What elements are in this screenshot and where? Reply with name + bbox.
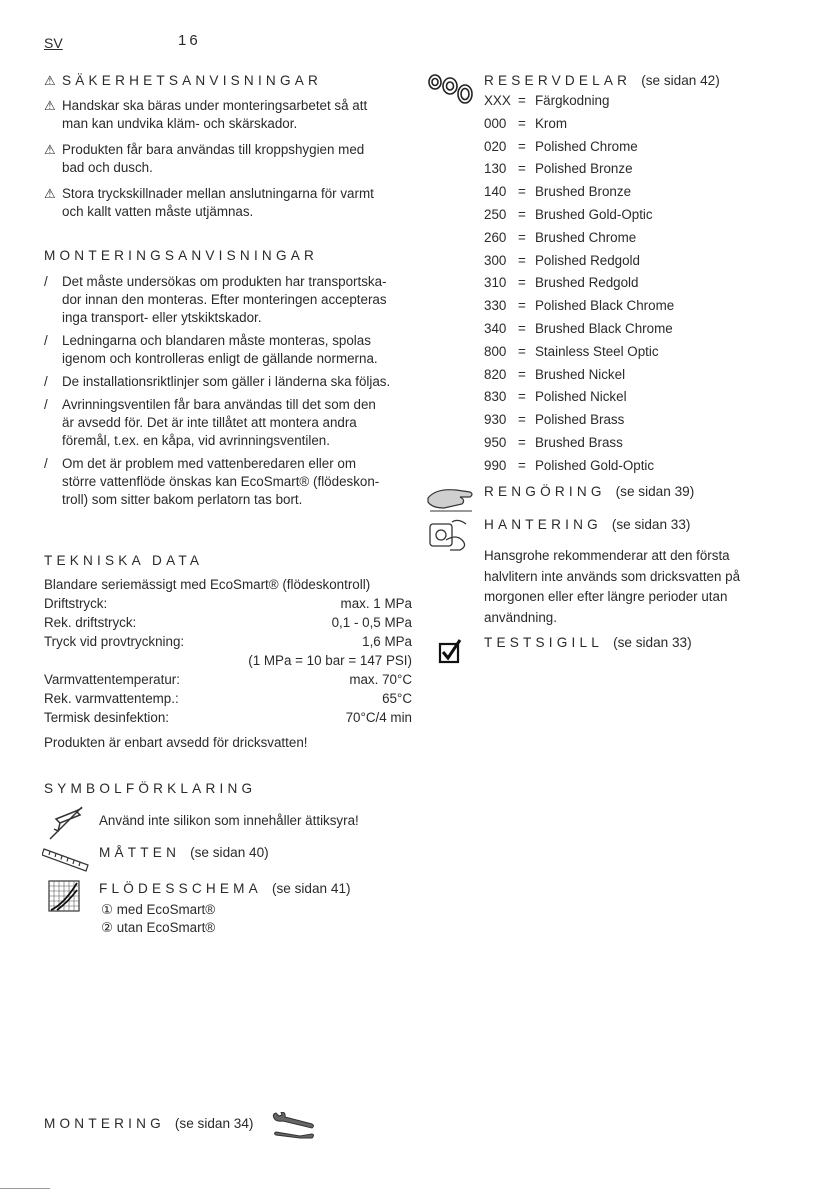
safety-item: ⚠ Stora tryckskillnader mellan anslutningarna för varmt och kallt vatten måste utjämnas.	[44, 186, 374, 219]
language-code: SV	[44, 35, 63, 51]
list-item: 000 = Krom	[484, 115, 567, 131]
table-row: Driftstryck: max. 1 MPa	[44, 596, 412, 611]
list-item: 130 = Polished Bronze	[484, 161, 633, 177]
table-row: (1 MPa = 10 bar = 147 PSI)	[248, 653, 412, 668]
dimensions-heading: MÅTTEN (se sidan 40)	[99, 845, 269, 860]
checkbox-checked-icon	[438, 638, 464, 666]
list-item: 310 = Brushed Redgold	[484, 275, 639, 291]
spares-heading: RESERVDELAR (se sidan 42)	[484, 73, 720, 88]
cleaning-hand-icon	[426, 484, 476, 514]
safety-item: ⚠ Handskar ska bäras under monteringsarbetet så att man kan undvika kläm- och skärskador.	[44, 98, 368, 131]
handling-heading: HANTERING (se sidan 33)	[484, 517, 691, 532]
spare-parts-icon	[426, 72, 476, 108]
list-item: 250 = Brushed Gold-Optic	[484, 206, 653, 222]
spares-list	[484, 92, 674, 480]
page-number: 16	[178, 32, 201, 49]
cleaning-heading: RENGÖRING (se sidan 39)	[484, 484, 695, 499]
list-item: 260 = Brushed Chrome	[484, 229, 637, 245]
handling-hand-icon	[426, 516, 474, 552]
testseal-heading: TESTSIGILL (se sidan 33)	[484, 635, 692, 650]
safety-item: ⚠ Produkten får bara användas till kroppshygien med bad och dusch.	[44, 142, 365, 175]
mounting-heading: MONTERINGSANVISNINGAR	[44, 248, 318, 263]
list-item: 800 = Stainless Steel Optic	[484, 343, 659, 359]
list-item: 950 = Brushed Brass	[484, 434, 623, 450]
flow-item-2: ② utan EcoSmart®	[101, 920, 216, 935]
table-row: Termisk desinfektion: 70°C/4 min	[44, 710, 412, 725]
warning-icon: ⚠	[44, 73, 60, 88]
mounting-list	[44, 273, 424, 514]
tech-table	[44, 576, 412, 752]
list-item: 020 = Polished Chrome	[484, 138, 638, 154]
list-item: 990 = Polished Gold-Optic	[484, 457, 655, 473]
tech-heading: TEKNISKA DATA	[44, 553, 204, 568]
flow-item-1: ① med EcoSmart®	[101, 902, 216, 917]
table-row: Varmvattentemperatur: max. 70°C	[44, 672, 412, 687]
symbols-heading: SYMBOLFÖRKLARING	[44, 781, 257, 796]
silicone-gun-crossed-icon	[46, 805, 86, 841]
warning-icon: ⚠	[44, 186, 56, 201]
list-item: 340 = Brushed Black Chrome	[484, 320, 673, 336]
list-item: 140 = Brushed Bronze	[484, 184, 632, 200]
tech-intro: Blandare seriemässigt med EcoSmart® (flödeskontroll)	[44, 577, 371, 592]
safety-heading: ⚠ SÄKERHETSANVISNINGAR	[44, 73, 323, 88]
flow-heading: FLÖDESSCHEMA (se sidan 41)	[99, 881, 351, 896]
list-item: / Om det är problem med vattenberedaren eller om större vattenflöde önskas kan EcoSmart® (flödeskon- troll) som sitter bakom perlatorn tas bort.	[44, 456, 380, 507]
list-item: XXX = Färgkodning	[484, 93, 610, 108]
list-item: 300 = Polished Redgold	[484, 252, 640, 268]
warning-icon: ⚠	[44, 98, 56, 113]
safety-list	[44, 97, 374, 221]
list-item: / Det måste undersökas om produkten har transportska- dor innan den monteras. Efter monteringen accepteras inga transport- eller ytskiktskador.	[44, 274, 387, 325]
list-item: 930 = Polished Brass	[484, 412, 625, 428]
list-item: / De installationsriktlinjer som gäller i länderna ska följas.	[44, 374, 391, 389]
assembly-heading: MONTERING (se sidan 34)	[44, 1116, 254, 1131]
tech-note: Produkten är enbart avsedd för dricksvatten!	[44, 735, 308, 750]
list-item: 830 = Polished Nickel	[484, 389, 627, 405]
flow-chart-icon	[48, 880, 80, 912]
table-row: Tryck vid provtryckning: 1,6 MPa	[44, 634, 412, 649]
silicone-note: Använd inte silikon som innehåller ättiksyra!	[99, 813, 359, 828]
list-item: 330 = Polished Black Chrome	[484, 298, 675, 314]
list-item: / Avrinningsventilen får bara användas till det som den är avsedd för. Det är inte tillåtet att montera andra föremål, t.ex. en kåpa, vid avrinningsventilen.	[44, 397, 376, 448]
warning-icon: ⚠	[44, 142, 56, 157]
list-item: / Ledningarna och blandaren måste monteras, spolas igenom och kontrolleras enligt de gällande normerna.	[44, 333, 378, 366]
list-item: 820 = Brushed Nickel	[484, 366, 626, 382]
handling-text: Hansgrohe rekommenderar att den första halvlitern inte används som dricksvatten på morgonen eller efter längre perioder utan användning.	[484, 548, 741, 625]
table-row: Rek. driftstryck: 0,1 - 0,5 MPa	[44, 615, 412, 630]
ruler-icon	[42, 845, 90, 875]
flow-section	[99, 880, 351, 937]
table-row: Rek. varmvattentemp.: 65°C	[44, 691, 412, 706]
crop-mark	[0, 1188, 50, 1189]
tools-icon	[270, 1112, 316, 1142]
